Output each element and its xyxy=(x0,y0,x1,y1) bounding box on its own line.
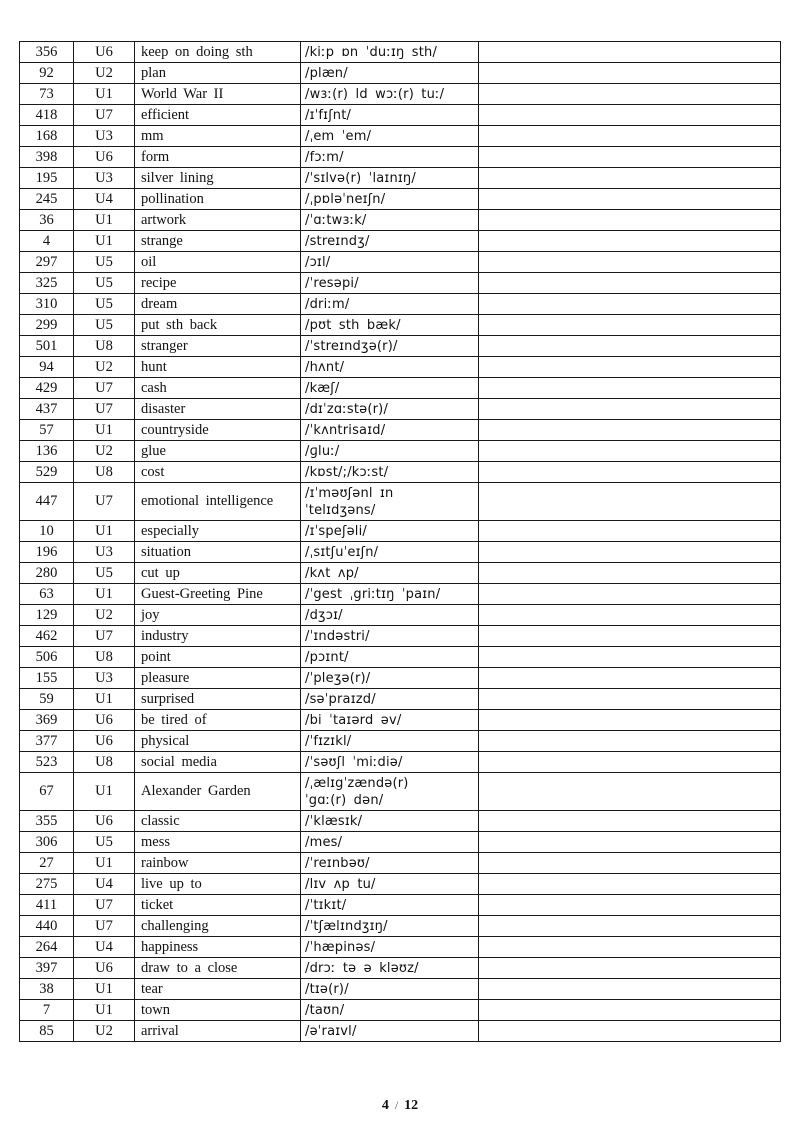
table-row xyxy=(20,895,781,916)
table-row xyxy=(20,521,781,542)
blank-notes-cell xyxy=(479,315,781,336)
vocabulary-word: cut up xyxy=(135,563,301,584)
unit-label: U3 xyxy=(74,126,135,147)
unit-label: U1 xyxy=(74,84,135,105)
entry-number: 264 xyxy=(20,937,74,958)
table-row xyxy=(20,483,781,521)
table-row xyxy=(20,441,781,462)
blank-notes-cell xyxy=(479,378,781,399)
unit-label: U3 xyxy=(74,542,135,563)
table-row xyxy=(20,542,781,563)
phonetic-transcription: /driːm/ xyxy=(301,294,479,315)
table-row xyxy=(20,294,781,315)
vocabulary-word: classic xyxy=(135,811,301,832)
entry-number: 195 xyxy=(20,168,74,189)
unit-label: U6 xyxy=(74,42,135,63)
blank-notes-cell xyxy=(479,563,781,584)
unit-label: U2 xyxy=(74,63,135,84)
entry-number: 418 xyxy=(20,105,74,126)
vocabulary-word: artwork xyxy=(135,210,301,231)
unit-label: U7 xyxy=(74,626,135,647)
unit-label: U5 xyxy=(74,832,135,853)
unit-label: U3 xyxy=(74,668,135,689)
blank-notes-cell xyxy=(479,483,781,521)
phonetic-transcription: /ˌpɒləˈneɪʃn/ xyxy=(301,189,479,210)
unit-label: U1 xyxy=(74,521,135,542)
unit-label: U5 xyxy=(74,294,135,315)
unit-label: U1 xyxy=(74,689,135,710)
unit-label: U1 xyxy=(74,584,135,605)
table-row xyxy=(20,605,781,626)
phonetic-transcription: /ˈfɪzɪkl/ xyxy=(301,731,479,752)
table-row xyxy=(20,626,781,647)
vocabulary-word: especially xyxy=(135,521,301,542)
phonetic-transcription: /ɪˈfɪʃnt/ xyxy=(301,105,479,126)
vocabulary-word: live up to xyxy=(135,874,301,895)
blank-notes-cell xyxy=(479,668,781,689)
table-row xyxy=(20,357,781,378)
table-row xyxy=(20,584,781,605)
entry-number: 429 xyxy=(20,378,74,399)
table-row xyxy=(20,336,781,357)
vocabulary-word: cash xyxy=(135,378,301,399)
vocabulary-word: oil xyxy=(135,252,301,273)
table-row xyxy=(20,773,781,811)
phonetic-transcription: /səˈpraɪzd/ xyxy=(301,689,479,710)
table-row xyxy=(20,689,781,710)
blank-notes-cell xyxy=(479,441,781,462)
unit-label: U2 xyxy=(74,605,135,626)
blank-notes-cell xyxy=(479,605,781,626)
vocabulary-word: glue xyxy=(135,441,301,462)
entry-number: 129 xyxy=(20,605,74,626)
entry-number: 280 xyxy=(20,563,74,584)
phonetic-transcription: /streɪndʒ/ xyxy=(301,231,479,252)
entry-number: 168 xyxy=(20,126,74,147)
vocabulary-word: World War II xyxy=(135,84,301,105)
blank-notes-cell xyxy=(479,647,781,668)
entry-number: 4 xyxy=(20,231,74,252)
blank-notes-cell xyxy=(479,853,781,874)
phonetic-transcription: /pɔɪnt/ xyxy=(301,647,479,668)
entry-number: 355 xyxy=(20,811,74,832)
phonetic-transcription: /dʒɔɪ/ xyxy=(301,605,479,626)
entry-number: 7 xyxy=(20,1000,74,1021)
unit-label: U1 xyxy=(74,853,135,874)
entry-number: 356 xyxy=(20,42,74,63)
phonetic-transcription: /ˈsəʊʃl ˈmiːdiə/ xyxy=(301,752,479,773)
blank-notes-cell xyxy=(479,832,781,853)
phonetic-transcription: /pʊt sth bæk/ xyxy=(301,315,479,336)
table-row xyxy=(20,420,781,441)
phonetic-transcription xyxy=(301,483,479,521)
table-row xyxy=(20,399,781,420)
blank-notes-cell xyxy=(479,811,781,832)
phonetic-transcription: /fɔːm/ xyxy=(301,147,479,168)
table-row xyxy=(20,105,781,126)
unit-label: U2 xyxy=(74,357,135,378)
vocabulary-word: efficient xyxy=(135,105,301,126)
blank-notes-cell xyxy=(479,874,781,895)
unit-label: U7 xyxy=(74,399,135,420)
unit-label: U1 xyxy=(74,231,135,252)
blank-notes-cell xyxy=(479,462,781,483)
vocabulary-table xyxy=(19,41,781,1042)
vocabulary-word: emotional intelligence xyxy=(135,483,301,521)
vocabulary-word: pollination xyxy=(135,189,301,210)
blank-notes-cell xyxy=(479,1000,781,1021)
phonetic-transcription: /ˈhæpinəs/ xyxy=(301,937,479,958)
phonetic-line-2: ˈgɑː(r) dən/ xyxy=(305,792,384,808)
entry-number: 398 xyxy=(20,147,74,168)
table-row xyxy=(20,189,781,210)
table-row xyxy=(20,937,781,958)
entry-number: 523 xyxy=(20,752,74,773)
phonetic-transcription: /ˈreɪnbəʊ/ xyxy=(301,853,479,874)
phonetic-transcription: /lɪv ʌp tu/ xyxy=(301,874,479,895)
unit-label: U8 xyxy=(74,647,135,668)
blank-notes-cell xyxy=(479,710,781,731)
blank-notes-cell xyxy=(479,584,781,605)
blank-notes-cell xyxy=(479,252,781,273)
table-row xyxy=(20,916,781,937)
vocabulary-word: form xyxy=(135,147,301,168)
entry-number: 92 xyxy=(20,63,74,84)
table-row xyxy=(20,462,781,483)
unit-label: U3 xyxy=(74,168,135,189)
unit-label: U1 xyxy=(74,1000,135,1021)
blank-notes-cell xyxy=(479,210,781,231)
entry-number: 57 xyxy=(20,420,74,441)
unit-label: U5 xyxy=(74,252,135,273)
unit-label: U8 xyxy=(74,752,135,773)
phonetic-transcription: /kɒst/;/kɔːst/ xyxy=(301,462,479,483)
blank-notes-cell xyxy=(479,1021,781,1042)
phonetic-transcription: /ˈtɪkɪt/ xyxy=(301,895,479,916)
vocabulary-word: countryside xyxy=(135,420,301,441)
blank-notes-cell xyxy=(479,521,781,542)
phonetic-transcription: /bi ˈtaɪərd əv/ xyxy=(301,710,479,731)
vocabulary-word: joy xyxy=(135,605,301,626)
entry-number: 397 xyxy=(20,958,74,979)
blank-notes-cell xyxy=(479,147,781,168)
unit-label: U6 xyxy=(74,147,135,168)
vocabulary-table-body xyxy=(20,42,781,1042)
phonetic-transcription: /kæʃ/ xyxy=(301,378,479,399)
blank-notes-cell xyxy=(479,294,781,315)
table-row xyxy=(20,958,781,979)
unit-label: U7 xyxy=(74,105,135,126)
phonetic-transcription: /ˈklæsɪk/ xyxy=(301,811,479,832)
table-row xyxy=(20,1021,781,1042)
entry-number: 94 xyxy=(20,357,74,378)
unit-label: U7 xyxy=(74,895,135,916)
blank-notes-cell xyxy=(479,126,781,147)
table-row xyxy=(20,168,781,189)
entry-number: 310 xyxy=(20,294,74,315)
phonetic-transcription: /ˈkʌntrisaɪd/ xyxy=(301,420,479,441)
vocabulary-word: ticket xyxy=(135,895,301,916)
vocabulary-word: plan xyxy=(135,63,301,84)
unit-label: U8 xyxy=(74,462,135,483)
phonetic-transcription: /ɡluː/ xyxy=(301,441,479,462)
table-row xyxy=(20,710,781,731)
phonetic-transcription: /taʊn/ xyxy=(301,1000,479,1021)
vocabulary-word: recipe xyxy=(135,273,301,294)
entry-number: 325 xyxy=(20,273,74,294)
blank-notes-cell xyxy=(479,336,781,357)
unit-label: U2 xyxy=(74,441,135,462)
blank-notes-cell xyxy=(479,420,781,441)
phonetic-line-2: ˈtelɪdʒəns/ xyxy=(305,502,376,518)
entry-number: 306 xyxy=(20,832,74,853)
unit-label: U2 xyxy=(74,1021,135,1042)
phonetic-transcription: /ˈtʃælɪndʒɪŋ/ xyxy=(301,916,479,937)
vocabulary-word: rainbow xyxy=(135,853,301,874)
vocabulary-word: physical xyxy=(135,731,301,752)
phonetic-transcription: /ˈɑːtwɜːk/ xyxy=(301,210,479,231)
total-pages: 12 xyxy=(404,1098,419,1113)
entry-number: 275 xyxy=(20,874,74,895)
unit-label: U4 xyxy=(74,874,135,895)
table-row xyxy=(20,811,781,832)
entry-number: 63 xyxy=(20,584,74,605)
entry-number: 369 xyxy=(20,710,74,731)
entry-number: 59 xyxy=(20,689,74,710)
vocabulary-word: strange xyxy=(135,231,301,252)
phonetic-transcription: /ɪˈspeʃəli/ xyxy=(301,521,479,542)
vocabulary-word: surprised xyxy=(135,689,301,710)
table-row xyxy=(20,252,781,273)
unit-label: U1 xyxy=(74,773,135,811)
phonetic-line-1: /ɪˈməʊʃənl ɪn xyxy=(305,485,394,501)
entry-number: 377 xyxy=(20,731,74,752)
current-page: 4 xyxy=(381,1098,389,1113)
vocabulary-word: hunt xyxy=(135,357,301,378)
blank-notes-cell xyxy=(479,273,781,294)
entry-number: 27 xyxy=(20,853,74,874)
table-row xyxy=(20,84,781,105)
phonetic-transcription: /wɜː(r) ld wɔː(r) tuː/ xyxy=(301,84,479,105)
blank-notes-cell xyxy=(479,168,781,189)
table-row xyxy=(20,668,781,689)
entry-number: 462 xyxy=(20,626,74,647)
vocabulary-word: social media xyxy=(135,752,301,773)
entry-number: 73 xyxy=(20,84,74,105)
phonetic-transcription: /dɪˈzɑːstə(r)/ xyxy=(301,399,479,420)
blank-notes-cell xyxy=(479,357,781,378)
blank-notes-cell xyxy=(479,979,781,1000)
phonetic-transcription: /hʌnt/ xyxy=(301,357,479,378)
entry-number: 297 xyxy=(20,252,74,273)
unit-label: U1 xyxy=(74,979,135,1000)
blank-notes-cell xyxy=(479,399,781,420)
entry-number: 440 xyxy=(20,916,74,937)
unit-label: U4 xyxy=(74,937,135,958)
blank-notes-cell xyxy=(479,773,781,811)
phonetic-transcription: /əˈraɪvl/ xyxy=(301,1021,479,1042)
vocabulary-word: put sth back xyxy=(135,315,301,336)
unit-label: U6 xyxy=(74,731,135,752)
unit-label: U7 xyxy=(74,916,135,937)
phonetic-transcription: /ɔɪl/ xyxy=(301,252,479,273)
table-row xyxy=(20,874,781,895)
unit-label: U6 xyxy=(74,710,135,731)
phonetic-transcription: /ˈgest ˌgriːtɪŋ ˈpaɪn/ xyxy=(301,584,479,605)
table-row xyxy=(20,63,781,84)
blank-notes-cell xyxy=(479,958,781,979)
vocabulary-word: keep on doing sth xyxy=(135,42,301,63)
blank-notes-cell xyxy=(479,63,781,84)
table-row xyxy=(20,752,781,773)
phonetic-transcription: /ˌsɪtʃuˈeɪʃn/ xyxy=(301,542,479,563)
blank-notes-cell xyxy=(479,231,781,252)
table-row xyxy=(20,126,781,147)
vocabulary-word: be tired of xyxy=(135,710,301,731)
phonetic-transcription: /ˈstreɪndʒə(r)/ xyxy=(301,336,479,357)
entry-number: 38 xyxy=(20,979,74,1000)
entry-number: 10 xyxy=(20,521,74,542)
blank-notes-cell xyxy=(479,542,781,563)
vocabulary-word: disaster xyxy=(135,399,301,420)
phonetic-transcription xyxy=(301,773,479,811)
page-separator: / xyxy=(394,1098,399,1112)
entry-number: 506 xyxy=(20,647,74,668)
phonetic-transcription: /ˈsɪlvə(r) ˈlaɪnɪŋ/ xyxy=(301,168,479,189)
unit-label: U1 xyxy=(74,420,135,441)
blank-notes-cell xyxy=(479,626,781,647)
page-number xyxy=(0,1098,800,1114)
vocabulary-word: industry xyxy=(135,626,301,647)
table-row xyxy=(20,273,781,294)
phonetic-transcription: /kʌt ʌp/ xyxy=(301,563,479,584)
unit-label: U6 xyxy=(74,958,135,979)
entry-number: 136 xyxy=(20,441,74,462)
blank-notes-cell xyxy=(479,916,781,937)
table-row xyxy=(20,853,781,874)
vocabulary-word: Alexander Garden xyxy=(135,773,301,811)
vocabulary-word: silver lining xyxy=(135,168,301,189)
entry-number: 501 xyxy=(20,336,74,357)
table-row xyxy=(20,563,781,584)
vocabulary-word: cost xyxy=(135,462,301,483)
blank-notes-cell xyxy=(479,731,781,752)
entry-number: 155 xyxy=(20,668,74,689)
unit-label: U5 xyxy=(74,315,135,336)
blank-notes-cell xyxy=(479,84,781,105)
blank-notes-cell xyxy=(479,105,781,126)
entry-number: 36 xyxy=(20,210,74,231)
vocabulary-word: point xyxy=(135,647,301,668)
table-row xyxy=(20,832,781,853)
blank-notes-cell xyxy=(479,42,781,63)
blank-notes-cell xyxy=(479,689,781,710)
unit-label: U6 xyxy=(74,811,135,832)
phonetic-transcription: /tɪə(r)/ xyxy=(301,979,479,1000)
unit-label: U5 xyxy=(74,273,135,294)
unit-label: U1 xyxy=(74,210,135,231)
entry-number: 447 xyxy=(20,483,74,521)
vocabulary-word: challenging xyxy=(135,916,301,937)
blank-notes-cell xyxy=(479,937,781,958)
phonetic-transcription: /ˈpleʒə(r)/ xyxy=(301,668,479,689)
table-row xyxy=(20,731,781,752)
vocabulary-word: tear xyxy=(135,979,301,1000)
phonetic-transcription: /plæn/ xyxy=(301,63,479,84)
unit-label: U4 xyxy=(74,189,135,210)
vocabulary-word: draw to a close xyxy=(135,958,301,979)
table-row xyxy=(20,1000,781,1021)
vocabulary-word: arrival xyxy=(135,1021,301,1042)
entry-number: 245 xyxy=(20,189,74,210)
blank-notes-cell xyxy=(479,895,781,916)
entry-number: 299 xyxy=(20,315,74,336)
vocabulary-word: town xyxy=(135,1000,301,1021)
vocabulary-word: dream xyxy=(135,294,301,315)
vocabulary-word: pleasure xyxy=(135,668,301,689)
unit-label: U5 xyxy=(74,563,135,584)
table-row xyxy=(20,315,781,336)
table-row xyxy=(20,979,781,1000)
phonetic-transcription: /ˈresəpi/ xyxy=(301,273,479,294)
phonetic-transcription: /ˈɪndəstri/ xyxy=(301,626,479,647)
unit-label: U8 xyxy=(74,336,135,357)
vocabulary-word: Guest-Greeting Pine xyxy=(135,584,301,605)
phonetic-line-1: /ˌælɪgˈzændə(r) xyxy=(305,775,409,791)
entry-number: 529 xyxy=(20,462,74,483)
phonetic-transcription: /mes/ xyxy=(301,832,479,853)
blank-notes-cell xyxy=(479,189,781,210)
unit-label: U7 xyxy=(74,483,135,521)
vocabulary-word: mess xyxy=(135,832,301,853)
entry-number: 437 xyxy=(20,399,74,420)
vocabulary-word: stranger xyxy=(135,336,301,357)
table-row xyxy=(20,231,781,252)
phonetic-transcription: /drɔː tə ə kləʊz/ xyxy=(301,958,479,979)
table-row xyxy=(20,147,781,168)
entry-number: 196 xyxy=(20,542,74,563)
phonetic-transcription: /ˌem ˈem/ xyxy=(301,126,479,147)
table-row xyxy=(20,378,781,399)
entry-number: 411 xyxy=(20,895,74,916)
table-row xyxy=(20,42,781,63)
vocabulary-word: situation xyxy=(135,542,301,563)
vocabulary-word: mm xyxy=(135,126,301,147)
unit-label: U7 xyxy=(74,378,135,399)
blank-notes-cell xyxy=(479,752,781,773)
phonetic-transcription: /kiːp ɒn ˈduːɪŋ sth/ xyxy=(301,42,479,63)
entry-number: 67 xyxy=(20,773,74,811)
vocabulary-word: happiness xyxy=(135,937,301,958)
table-row xyxy=(20,647,781,668)
entry-number: 85 xyxy=(20,1021,74,1042)
table-row xyxy=(20,210,781,231)
